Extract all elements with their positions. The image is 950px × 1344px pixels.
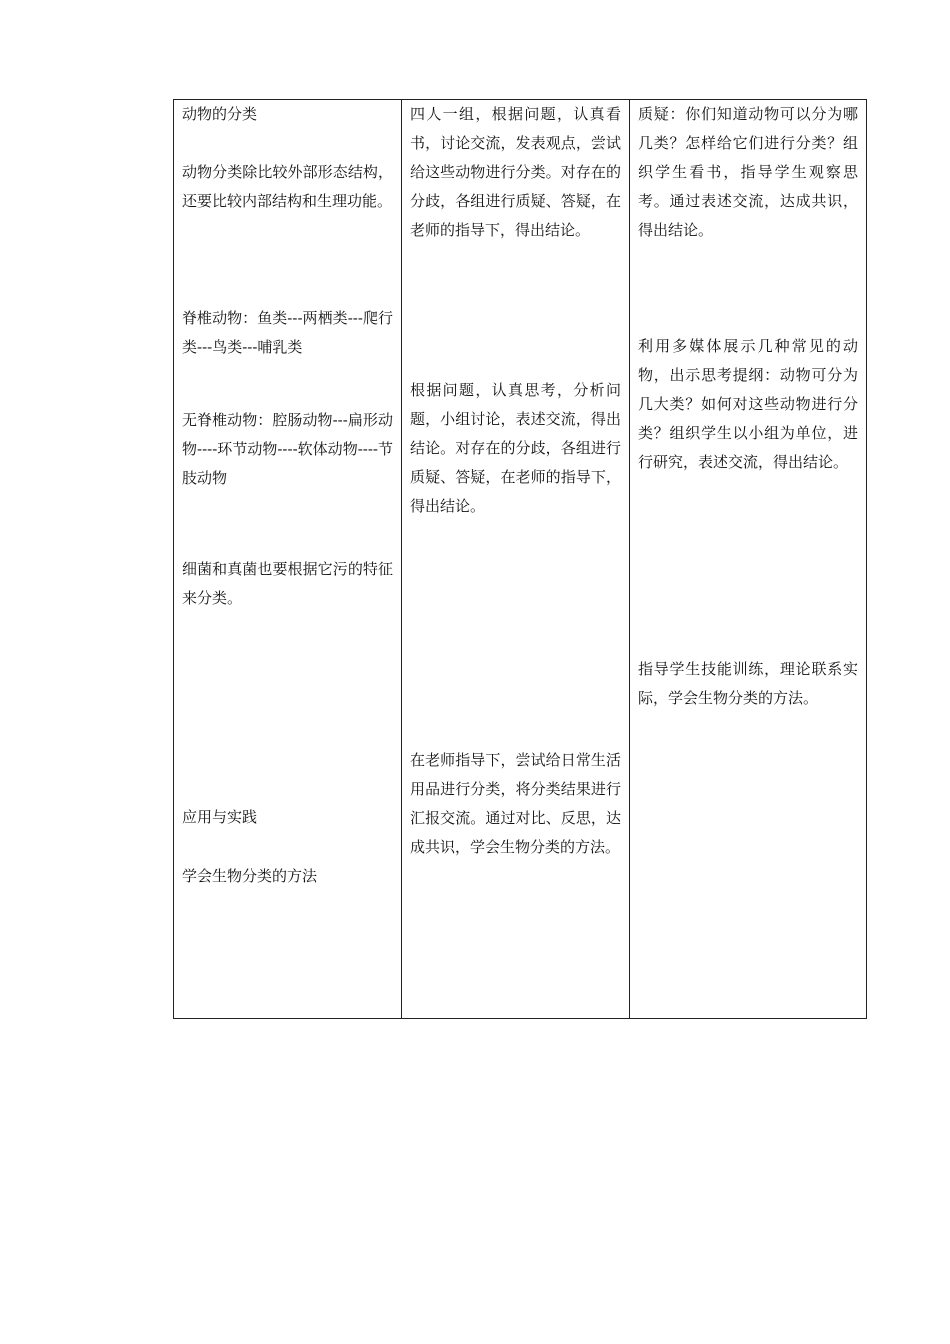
- student-activity-column: [402, 100, 630, 1019]
- content-column: [174, 100, 402, 1019]
- bacteria-fungi-text: 细菌和真菌也要根据它污的特征来分类。: [182, 560, 393, 607]
- classification-basis-text: 动物分类除比较外部形态结构，还要比较内部结构和生理功能。: [182, 163, 393, 210]
- invertebrates-text: 无脊椎动物：腔肠动物---扁形动物----环节动物----软体动物----节肢动物: [182, 411, 393, 487]
- teacher-skill-training-text: 指导学生技能训练，理论联系实际，学会生物分类的方法。: [638, 660, 858, 707]
- table-row: [174, 100, 867, 1019]
- student-activity-practice-text: 在老师指导下，尝试给日常生活用品进行分类，将分类结果进行汇报交流。通过对比、反思，达成共识，学会生物分类的方法。: [410, 751, 621, 856]
- section-title-application: 应用与实践: [182, 808, 258, 826]
- teacher-question-text: 质疑：你们知道动物可以分为哪几类？怎样给它们进行分类？组织学生看书，指导学生观察思考。通过表述交流，达成共识，得出结论。: [638, 105, 858, 239]
- classification-method-text: 学会生物分类的方法: [182, 867, 318, 885]
- student-activity-discussion-text: 根据问题，认真思考，分析问题，小组讨论，表述交流，得出结论。对存在的分歧，各组进行质疑、答疑，在老师的指导下，得出结论。: [410, 381, 621, 515]
- teacher-activity-column: [630, 100, 867, 1019]
- teacher-multimedia-text: 利用多媒体展示几种常见的动物，出示思考提纲：动物可分为几大类？如何对这些动物进行分类？组织学生以小组为单位，进行研究，表述交流，得出结论。: [638, 337, 858, 471]
- section-title-animal-classification: 动物的分类: [182, 105, 258, 123]
- student-activity-group-text: 四人一组，根据问题，认真看书，讨论交流，发表观点，尝试给这些动物进行分类。对存在的分歧，各组进行质疑、答疑，在老师的指导下，得出结论。: [410, 105, 621, 239]
- lesson-plan-table: [173, 99, 867, 1019]
- vertebrates-text: 脊椎动物：鱼类---两栖类---爬行类---鸟类---哺乳类: [182, 309, 393, 356]
